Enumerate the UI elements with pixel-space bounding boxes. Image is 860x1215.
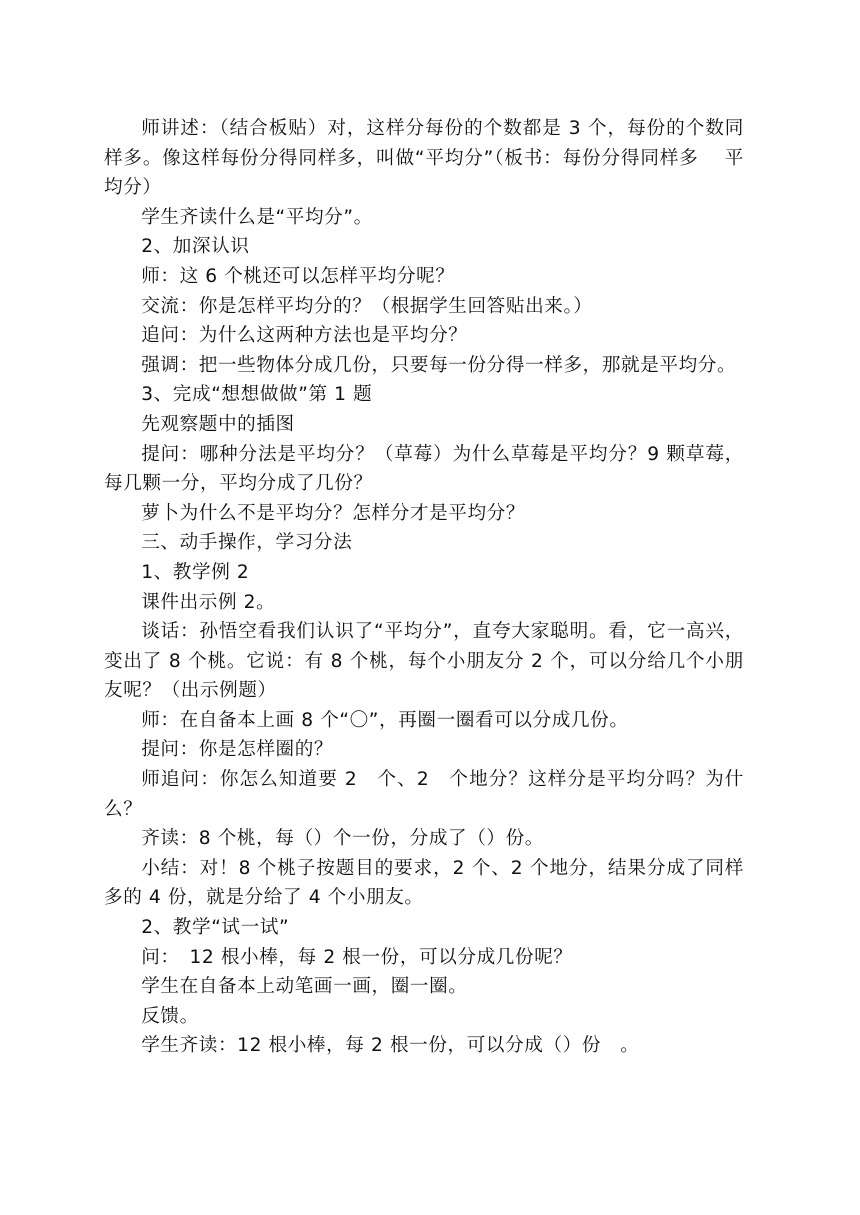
paragraph-24: 反馈。 — [141, 1005, 199, 1027]
paragraph-15: 谈话：孙悟空看我们认识了“平均分”，直夸大家聪明。看，它一高兴，变出了 8 个桃。它说：有 8 个桃，每个小朋友分 2 个，可以分给几个小朋友呢？（出示例题） — [104, 621, 744, 702]
paragraph-10: 提问：哪种分法是平均分？（草莓）为什么草莓是平均分？9 颗草莓，每几颗一分，平均分成了几份？ — [104, 443, 744, 495]
paragraph-11: 萝卜为什么不是平均分？怎样分才是平均分？ — [141, 502, 526, 524]
paragraph-5: 交流：你是怎样平均分的？（根据学生回答贴出来。） — [141, 295, 593, 317]
paragraph-22: 问： 12 根小棒，每 2 根一份，可以分成几份呢？ — [141, 946, 573, 968]
paragraph-2: 学生齐读什么是“平均分”。 — [141, 206, 373, 228]
paragraph-6: 追问：为什么这两种方法也是平均分？ — [141, 325, 468, 347]
paragraph-14: 课件出示例 2。 — [141, 591, 276, 613]
paragraph-18: 师追问：你怎么知道要 2 个、2 个地分？这样分是平均分吗？为什么？ — [104, 769, 744, 820]
paragraph-16: 师：在自备本上画 8 个“〇”，再圈一圈看可以分成几份。 — [141, 709, 629, 731]
paragraph-9: 先观察题中的插图 — [141, 413, 295, 435]
paragraph-3: 2、加深认识 — [141, 236, 250, 258]
paragraph-12: 三、动手操作，学习分法 — [141, 532, 353, 554]
paragraph-25: 学生齐读：12 根小棒，每 2 根一份，可以分成（）份 。 — [141, 1035, 640, 1057]
paragraph-19: 齐读：8 个桃，每（）个一份，分成了（）份。 — [141, 828, 545, 850]
paragraph-8: 3、完成“想想做做”第 1 题 — [141, 384, 373, 406]
paragraph-20: 小结：对！8 个桃子按题目的要求，2 个、2 个地分，结果分成了同样多的 4 份，就是分给了 4 个小朋友。 — [104, 857, 744, 909]
document-body — [104, 114, 744, 1061]
paragraph-21: 2、教学“试一试” — [141, 917, 290, 939]
paragraph-1: 师讲述：（结合板贴）对，这样分每份的个数都是 3 个，每份的个数同样多。像这样每份分得同样多，叫做“平均分”（板书：每份分得同样多 平均分） — [104, 118, 744, 199]
paragraph-4: 师：这 6 个桃还可以怎样平均分呢？ — [141, 265, 455, 287]
paragraph-17: 提问：你是怎样圈的？ — [141, 739, 334, 761]
paragraph-13: 1、教学例 2 — [141, 561, 250, 583]
paragraph-23: 学生在自备本上动笔画一画，圈一圈。 — [141, 976, 468, 998]
paragraph-7: 强调：把一些物体分成几份，只要每一份分得一样多，那就是平均分。 — [141, 354, 737, 376]
